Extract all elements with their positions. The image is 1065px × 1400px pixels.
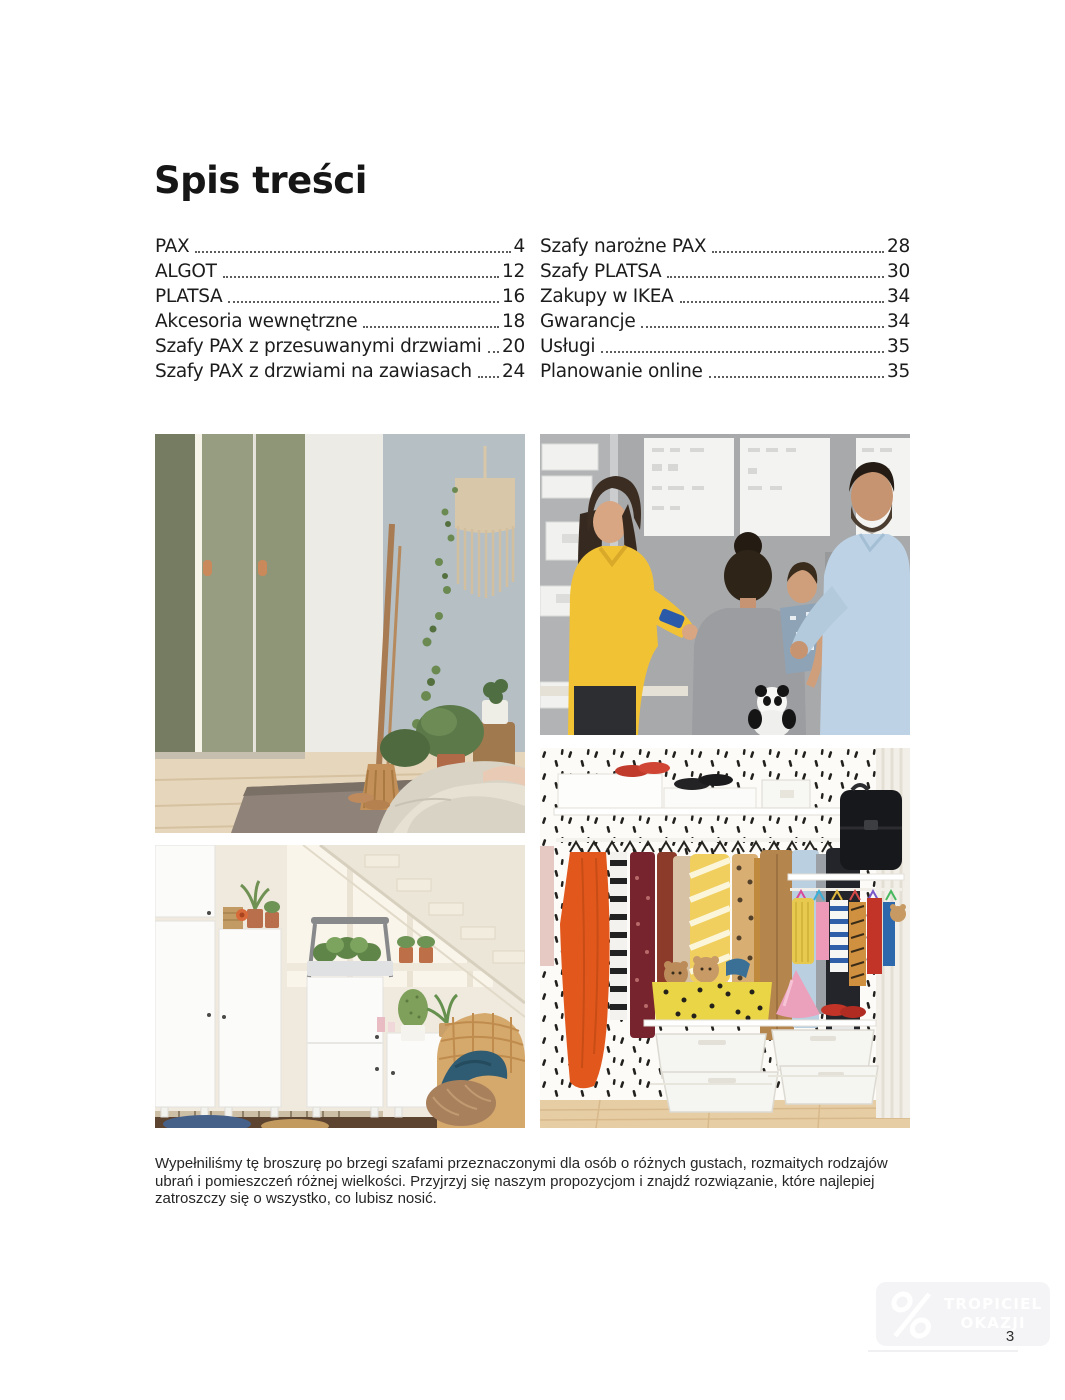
percent-icon	[886, 1288, 938, 1340]
toc-entry[interactable]	[155, 257, 525, 282]
toc-leader	[478, 376, 499, 378]
toc-entry-page: 12	[502, 261, 525, 282]
toc-leader	[680, 301, 885, 303]
toc-entry[interactable]	[540, 282, 910, 307]
toc-entry-label: Szafy PAX z przesuwanymi drzwiami	[155, 336, 482, 357]
toc-leader	[228, 301, 499, 303]
photo-wardrobe-green-doors	[155, 434, 525, 833]
toc-entry-page: 34	[887, 311, 910, 332]
toc-entry[interactable]	[155, 307, 525, 332]
photo-family-consultation	[540, 434, 910, 735]
toc-entry-page: 24	[502, 361, 525, 382]
toc-entry-page: 30	[887, 261, 910, 282]
toc-entry[interactable]	[155, 232, 525, 257]
toc-entry-label: PLATSA	[155, 286, 223, 307]
toc-leader	[223, 276, 499, 278]
intro-paragraph: Wypełniliśmy tę broszurę po brzegi szafami przeznaczonymi dla osób o różnych gustach, rozmaitych rodzajów ubrań i pomieszczeń różnej wielkości. Przyjrzyj się naszym propozycjom i znajdź rozwiązanie, które najlepiej zatroszczy się o wszystko, co lubisz nosić.	[155, 1155, 888, 1208]
page-number: 3	[1005, 1328, 1015, 1345]
toc-entry-page: 28	[887, 236, 910, 257]
watermark-line1: TROPICIEL	[944, 1295, 1043, 1313]
toc-entry-label: ALGOT	[155, 261, 217, 282]
toc-entry-label: Szafy PLATSA	[540, 261, 662, 282]
cabinets-under-stairs-illustration	[155, 845, 525, 1128]
photo-cabinets-under-stairs	[155, 845, 525, 1128]
toc-leader	[601, 351, 884, 353]
toc-entry[interactable]	[155, 282, 525, 307]
toc-entry-page: 34	[887, 286, 910, 307]
open-wardrobe-illustration	[540, 748, 910, 1128]
wardrobe-green-doors-illustration	[155, 434, 525, 833]
toc-leader	[641, 326, 884, 328]
toc-leader	[667, 276, 884, 278]
toc-column-left	[155, 232, 525, 382]
toc-entry[interactable]	[540, 357, 910, 382]
toc-entry-page: 4	[513, 236, 525, 257]
toc-entry-label: Gwarancje	[540, 311, 636, 332]
toc-entry-page: 20	[502, 336, 525, 357]
toc-entry-label: Zakupy w IKEA	[540, 286, 674, 307]
toc-entry-page: 35	[887, 361, 910, 382]
toc-entry-label: Usługi	[540, 336, 596, 357]
toc-column-right	[540, 232, 910, 382]
toc-entry-label: PAX	[155, 236, 190, 257]
toc-entry-page: 16	[502, 286, 525, 307]
toc-leader	[195, 251, 510, 253]
toc-entry[interactable]	[540, 332, 910, 357]
toc-leader	[488, 351, 500, 353]
photo-open-wardrobe	[540, 748, 910, 1128]
toc-entry[interactable]	[155, 332, 525, 357]
toc-entry-label: Szafy narożne PAX	[540, 236, 707, 257]
toc-entry[interactable]	[155, 357, 525, 382]
toc-leader	[709, 376, 884, 378]
toc-entry[interactable]	[540, 232, 910, 257]
toc-entry[interactable]	[540, 257, 910, 282]
toc-leader	[363, 326, 499, 328]
page-title: Spis treści	[154, 158, 367, 202]
table-of-contents	[155, 232, 910, 382]
toc-entry-label: Akcesoria wewnętrzne	[155, 311, 358, 332]
watermark-line2: OKAZJI	[960, 1314, 1026, 1332]
toc-leader	[712, 251, 884, 253]
toc-entry-page: 35	[887, 336, 910, 357]
family-consultation-illustration	[540, 434, 910, 735]
watermark-underline	[868, 1350, 1018, 1352]
toc-entry-page: 18	[502, 311, 525, 332]
toc-entry-label: Szafy PAX z drzwiami na zawiasach	[155, 361, 472, 382]
toc-entry-label: Planowanie online	[540, 361, 703, 382]
toc-entry[interactable]	[540, 307, 910, 332]
